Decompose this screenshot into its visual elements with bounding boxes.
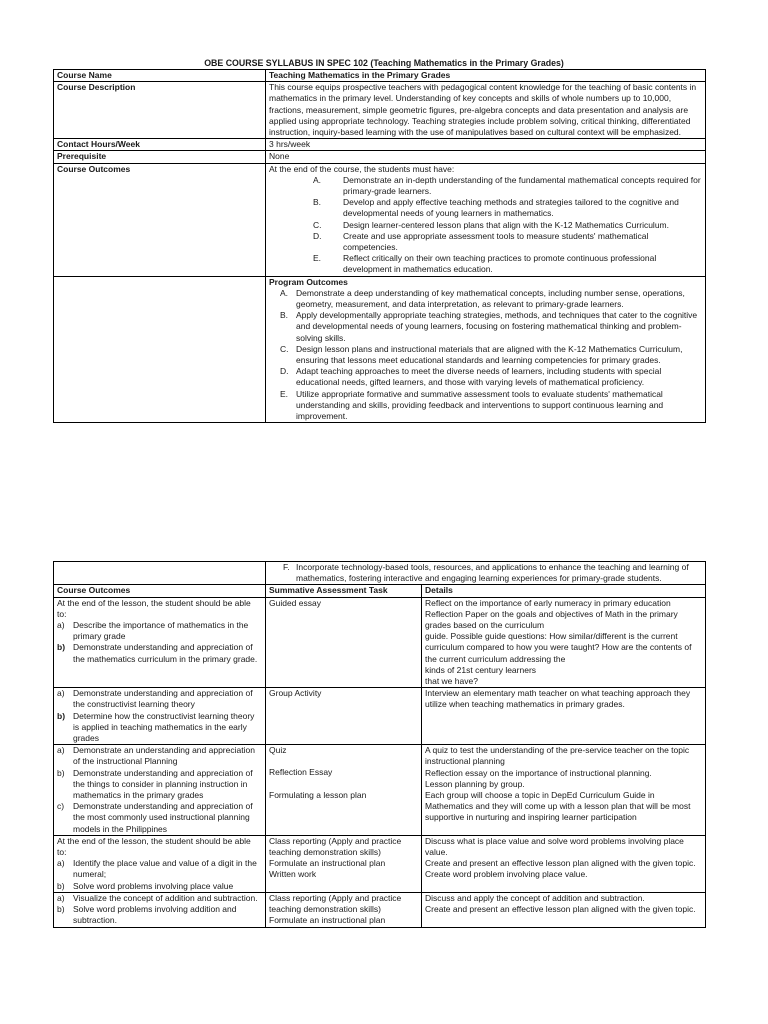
list-item: C. Design learner-centered lesson plans that align with the K-12 Mathematics Curriculum. (313, 219, 669, 230)
program-outcomes-label: Program Outcomes (269, 276, 348, 287)
list-item: A. Demonstrate a deep understanding of key mathematical concepts, including number sense, operations, geometry, measurement, and data interpretation, as relevant to primary-grade learners. (280, 287, 685, 310)
program-outcomes-cell (266, 276, 706, 423)
course-outcomes-label: Course Outcomes (54, 163, 266, 276)
list-item: c) Demonstrate understanding and appreciation of the most commonly used instructional planning models in the Philippines (57, 801, 253, 834)
list-item: F. Incorporate technology-based tools, resources, and applications to enhance the teaching and learning of mathematics, fostering interactive and engaging learning experiences for primary-grade students. (283, 562, 689, 584)
program-outcome-f-cell (266, 562, 706, 585)
list-item: C. Design lesson plans and instructional materials that are aligned with the K-12 Mathematics Curriculum, ensuring that lessons meet educational standards and learning competencies for primary grades. (280, 343, 683, 366)
task-cell: Class reporting (Apply and practice teaching demonstration skills) Formulate an instructional plan Written work (266, 835, 422, 892)
list-item: a) Demonstrate an understanding and appreciation of the instructional Planning (57, 745, 255, 767)
list-item: B. Apply developmentally appropriate teaching strategies, methods, and techniques that cater to the cognitive and developmental needs of young learners, focusing on fostering mathematical thinking and problem-solving skills. (280, 310, 698, 343)
list-item: a) Demonstrate understanding and appreciation of the constructivist learning theory (57, 688, 253, 710)
details-cell: A quiz to test the understanding of the pre-service teacher on the topic instructional planning Reflection essay on the importance of instructional planning. Lesson planning by group. Each group will choose a topic in DepEd Curriculum Guide in Mathematics and they will come up with a lesson plan that will be most supportive in nurturing and inspiring learner participation (422, 745, 706, 836)
details-cell: Discuss and apply the concept of addition and subtraction. Create and present an effective lesson plan aligned with the given topic. (422, 892, 706, 927)
list-item: E. Reflect critically on their own teaching practices to promote continuous professional development in mathematics education. (313, 253, 657, 275)
outcomes-cell (54, 892, 266, 927)
list-item: b) Demonstrate understanding and appreciation of the things to consider in planning instruction in mathematics in the primary grades (57, 767, 253, 801)
course-info-table (53, 69, 706, 423)
header-summative-task: Summative Assessment Task (266, 585, 422, 597)
table-row (54, 688, 706, 745)
header-course-outcomes: Course Outcomes (54, 585, 266, 597)
prerequisite-value: None (266, 151, 706, 163)
list-item: b) Determine how the constructivist learning theory is applied in teaching mathematics in the early grades (57, 710, 255, 744)
table-row (54, 835, 706, 892)
details-cell: Reflect on the importance of early numeracy in primary education Reflection Paper on the goals and objectives of Math in the primary grades based on the curriculum guide. Possible guide questions: How similar/different is the current curriculum compared to how you were taught? How are the contents of the current curriculum addressing the kinds of 21st century learners that we have? (422, 597, 706, 688)
list-item: a) Describe the importance of mathematics in the primary grade (57, 620, 249, 642)
list-item: E. Utilize appropriate formative and summative assessment tools to evaluate students' mathematical understanding and skills, providing feedback and interventions to support continuous learning and improvement. (280, 388, 664, 422)
task-cell: Quiz Reflection Essay Formulating a lesson plan (266, 745, 422, 836)
course-outcomes-cell (266, 163, 706, 276)
program-outcomes-list (269, 288, 702, 422)
details-cell: Interview an elementary math teacher on what teaching approach they utilize when teaching mathematics in primary grades. (422, 688, 706, 745)
task-cell: Group Activity (266, 688, 422, 745)
course-outcomes-list (269, 175, 702, 276)
list-item: D. Create and use appropriate assessment tools to measure students' mathematical competencies. (313, 230, 649, 253)
contact-hours-value: 3 hrs/week (266, 139, 706, 151)
contact-hours-label: Contact Hours/Week (54, 139, 266, 151)
list-item: D. Adapt teaching approaches to meet the diverse needs of learners, including students with special educational needs, gifted learners, and those with varying levels of mathematical proficiency. (280, 366, 662, 388)
task-cell: Guided essay (266, 597, 422, 688)
list-item: a) Visualize the concept of addition and subtraction. (57, 892, 258, 903)
list-item: B. Develop and apply effective teaching methods and strategies tailored to the cognitive and developmental needs of young learners in mathematics. (313, 197, 679, 219)
table-row (54, 597, 706, 688)
task-cell: Class reporting (Apply and practice teaching demonstration skills) Formulate an instructional plan (266, 892, 422, 927)
list-item: b) Solve word problems involving addition and subtraction. (57, 904, 237, 926)
list-item: a) Identify the place value and value of a digit in the numeral; (57, 858, 257, 880)
outcomes-cell (54, 745, 266, 836)
outcomes-cell (54, 688, 266, 745)
outcomes-cell: At the end of the lesson, the student should be able to: a) Describe the importance of mathematics in the primary grade b) Demonstrate understanding and appreciation of the mathematics curriculum in the primary grade. (54, 597, 266, 688)
prerequisite-label: Prerequisite (54, 151, 266, 163)
syllabus-title: OBE COURSE SYLLABUS IN SPEC 102 (Teaching Mathematics in the Primary Grades) (204, 58, 564, 68)
course-description-value: This course equips prospective teachers with pedagogical content knowledge for the teaching of basic contents in mathematics in the primary level. Understanding of key concepts and skills of whole numbers up to 10,000, fractions, measurement, simple geometric figures, pre-algebra concepts and data presentation and analysis are applied using appropriate technology. Teaching strategies include problem solving, critical thinking, differentiated instruction, inquiry-based learning with the use of manipulatives based on cultural context will be emphasized. (266, 82, 706, 139)
table-row (54, 892, 706, 927)
list-item: A. Demonstrate an in-depth understanding of the fundamental mathematical concepts required for primary-grade learners. (313, 174, 701, 197)
table-row (54, 745, 706, 836)
course-name-label: Course Name (54, 70, 266, 82)
course-outcomes-intro: At the end of the course, the students must have: (269, 163, 455, 174)
course-description-label: Course Description (54, 82, 266, 139)
list-item: b) Solve word problems involving place value (57, 880, 234, 891)
course-name-value: Teaching Mathematics in the Primary Grades (266, 70, 706, 82)
outcomes-cell: At the end of the lesson, the student should be able to: a) Identify the place value and value of a digit in the numeral; b) Solve word problems involving place value (54, 835, 266, 892)
empty-cell (54, 276, 266, 423)
details-cell: Discuss what is place value and solve word problems involving place value. Create and present an effective lesson plan aligned with the given topic. Create word problem involving place value. (422, 835, 706, 892)
list-item: b) Demonstrate understanding and appreciation of the mathematics curriculum in the primary grade. (57, 642, 258, 664)
assessment-table (53, 561, 706, 928)
empty-cell (54, 562, 266, 585)
header-details: Details (422, 585, 706, 597)
